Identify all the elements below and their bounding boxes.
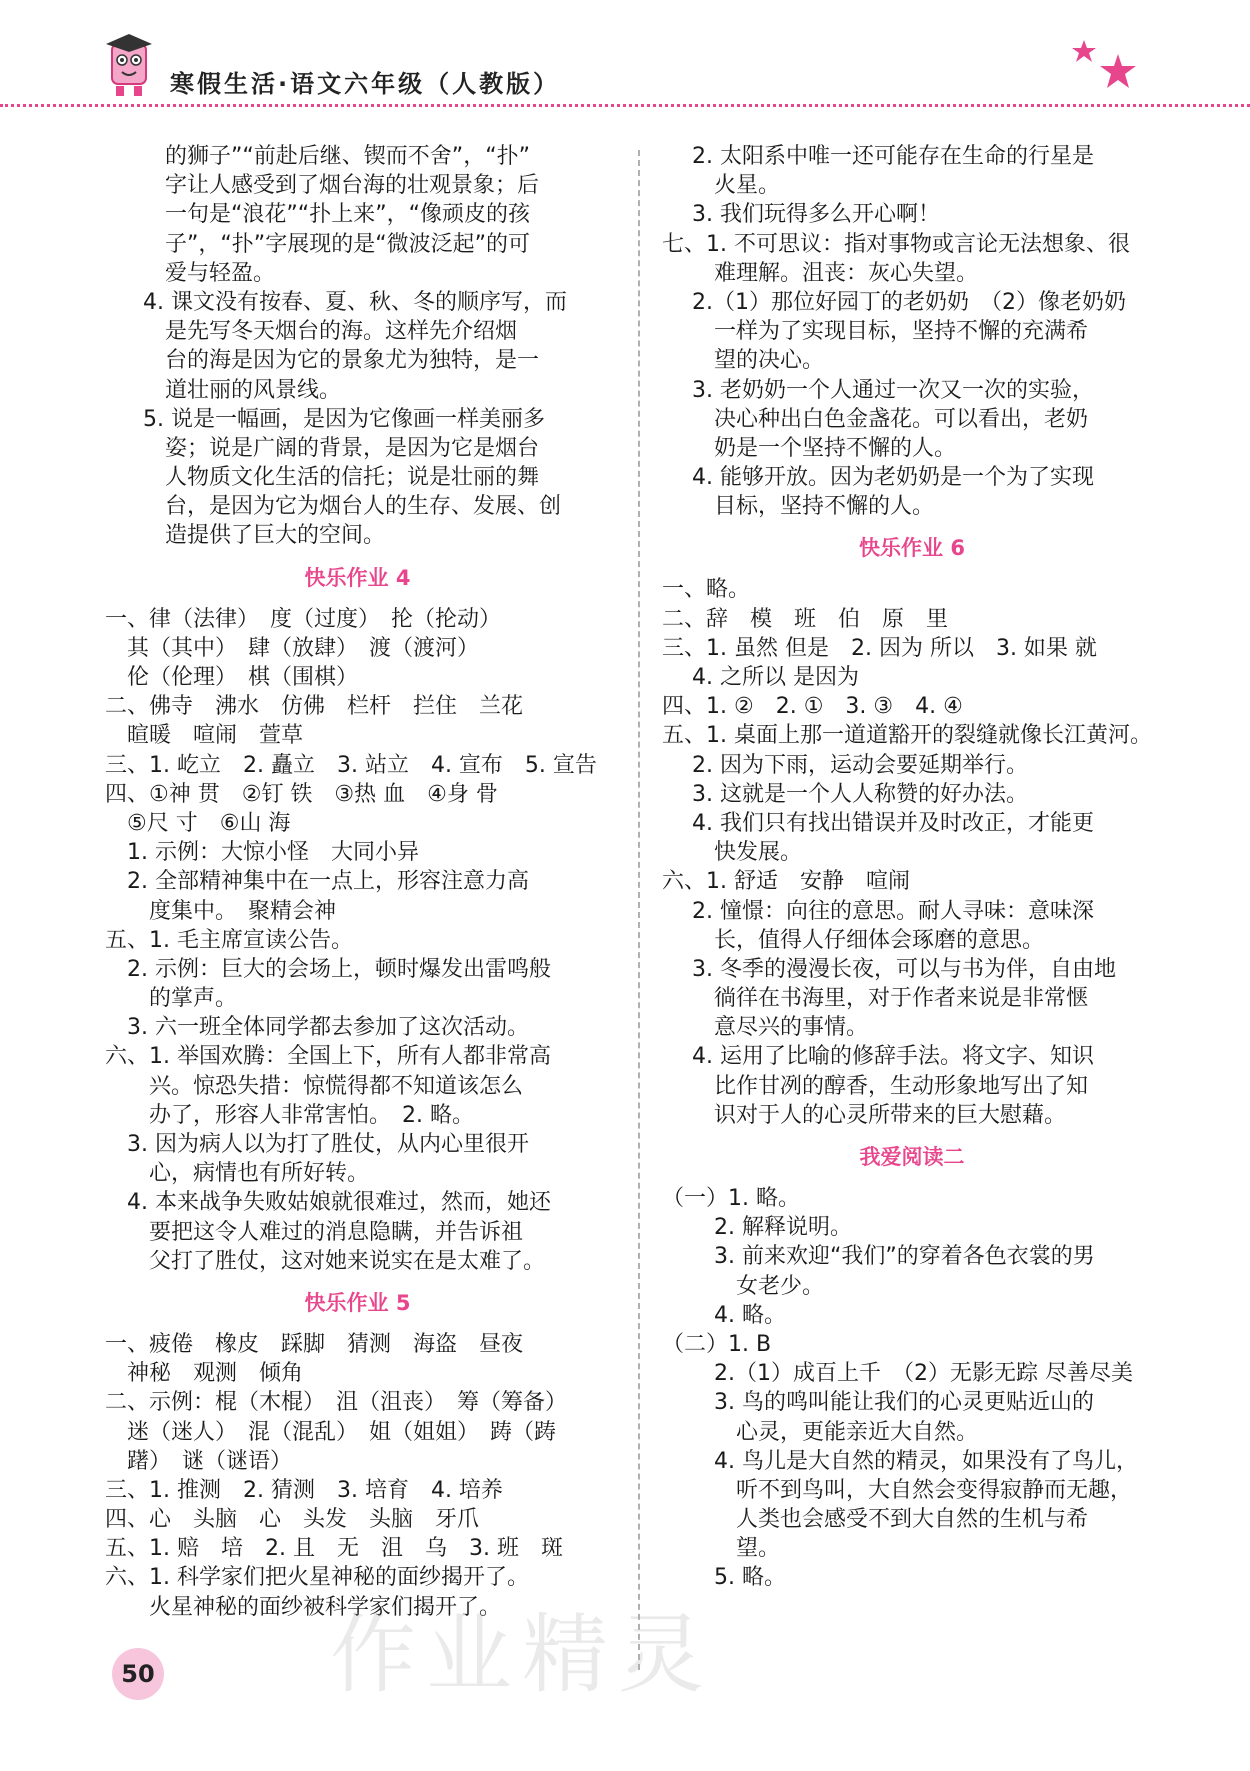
answer-line: 父打了胜仗，这对她来说实在是太难了。 bbox=[149, 1248, 546, 1274]
answer-line: 心，病情也有所好转。 bbox=[149, 1161, 370, 1187]
section-heading: 我爱阅读二 bbox=[859, 1145, 965, 1169]
answer-line: 意尽兴的事情。 bbox=[714, 1015, 869, 1041]
answer-line: 六、1. 科学家们把火星神秘的面纱揭开了。 bbox=[105, 1565, 529, 1591]
answer-line: 道壮丽的风景线。 bbox=[165, 377, 342, 403]
answer-line: 四、心 头脑 心 头发 头脑 牙爪 bbox=[105, 1507, 480, 1533]
answer-line: 5. 略。 bbox=[714, 1565, 786, 1591]
answer-line: 七、1. 不可思议：指对事物或言论无法想象、很 bbox=[662, 231, 1130, 257]
answer-line: 神秘 观测 倾角 bbox=[127, 1361, 304, 1387]
column-divider bbox=[638, 150, 640, 1670]
answer-line: （二）1. B bbox=[662, 1331, 772, 1357]
answer-line: 二、示例：棍（木棍） 沮（沮丧） 筹（筹备） bbox=[105, 1390, 568, 1416]
answer-line: 4. 之所以 是因为 bbox=[692, 665, 859, 690]
answer-line: 是先写冬天烟台的海。这样先介绍烟 bbox=[165, 319, 518, 345]
answer-line: 4. 运用了比喻的修辞手法。将文字、知识 bbox=[692, 1044, 1094, 1070]
answer-line: 2. 全部精神集中在一点上，形容注意力高 bbox=[127, 869, 529, 895]
answer-line: 字让人感受到了烟台海的壮观景象；后 bbox=[165, 173, 540, 199]
answer-line: 4. 本来战争失败姑娘就很难过，然而，她还 bbox=[127, 1190, 551, 1216]
answer-line: 一句是“浪花”“扑上来”，“像顽皮的孩 bbox=[165, 202, 530, 228]
answer-line: 六、1. 举国欢腾：全国上下，所有人都非常高 bbox=[105, 1044, 551, 1070]
answer-line: 要把这令人难过的消息隐瞒，并告诉祖 bbox=[149, 1219, 524, 1245]
answer-line: 2. 太阳系中唯一还可能存在生命的行星是 bbox=[692, 144, 1094, 169]
answer-line: 5. 说是一幅画，是因为它像画一样美丽多 bbox=[143, 406, 545, 432]
answer-line: 火星。 bbox=[714, 173, 781, 199]
answer-line: 3. 老奶奶一个人通过一次又一次的实验， bbox=[692, 377, 1094, 403]
answer-line: 四、①神 贯 ②钉 铁 ③热 血 ④身 骨 bbox=[105, 781, 498, 807]
answer-line: ⑤尺 寸 ⑥山 海 bbox=[127, 810, 291, 836]
answer-line: 3. 前来欢迎“我们”的穿着各色衣裳的男 bbox=[714, 1244, 1095, 1270]
answer-line: 一样为了实现目标，坚持不懈的充满希 bbox=[714, 319, 1089, 345]
answer-line: 3. 我们玩得多么开心啊！ bbox=[692, 202, 940, 228]
header-title: 寒假生活·语文六年级（人教版） bbox=[170, 70, 561, 98]
answer-line: 2. 因为下雨，运动会要延期举行。 bbox=[692, 752, 1028, 778]
answer-line: 3. 这就是一个人人称赞的好办法。 bbox=[692, 781, 1028, 807]
answer-line: 子”，“扑”字展现的是“微波泛起”的可 bbox=[165, 231, 530, 257]
section-heading: 快乐作业 4 bbox=[304, 565, 411, 590]
answer-line: 暄暖 喧闹 萱草 bbox=[127, 723, 304, 749]
answer-line: 徜徉在书海里，对于作者来说是非常惬 bbox=[714, 986, 1089, 1012]
answer-line: 爱与轻盈。 bbox=[165, 260, 276, 286]
answer-line: 四、1. ② 2. ① 3. ③ 4. ④ bbox=[662, 694, 963, 720]
answer-line: 3. 六一班全体同学都去参加了这次活动。 bbox=[127, 1015, 529, 1041]
answer-line: 听不到鸟叫，大自然会变得寂静而无趣， bbox=[736, 1477, 1133, 1503]
answer-line: 3. 因为病人以为打了胜仗，从内心里很开 bbox=[127, 1132, 529, 1157]
answer-line: 六、1. 舒适 安静 喧闹 bbox=[662, 869, 910, 895]
answer-line: 心灵，更能亲近大自然。 bbox=[736, 1419, 979, 1445]
page-header bbox=[0, 0, 1250, 110]
answer-line: 五、1. 赔 培 2. 且 无 沮 乌 3. 班 斑 bbox=[105, 1536, 563, 1562]
answer-line: 2.（1）成百上千 （2）无影无踪 尽善尽美 bbox=[714, 1361, 1133, 1387]
answer-line: 2.（1）那位好园丁的老奶奶 （2）像老奶奶 bbox=[692, 289, 1126, 315]
answer-line: 4. 能够开放。因为老奶奶是一个为了实现 bbox=[692, 465, 1094, 491]
answer-line: 人物质文化生活的信托；说是壮丽的舞 bbox=[165, 465, 540, 491]
answer-line: 一、疲倦 橡皮 踩脚 猜测 海盗 昼夜 bbox=[105, 1331, 524, 1357]
answer-line: 识对于人的心灵所带来的巨大慰藉。 bbox=[714, 1102, 1067, 1128]
answer-line: 女老少。 bbox=[736, 1273, 825, 1299]
answer-line: 度集中。 聚精会神 bbox=[149, 898, 337, 924]
answer-line: （一）1. 略。 bbox=[662, 1186, 800, 1211]
answer-line: 躇） 谜（谜语） bbox=[127, 1448, 293, 1474]
right-column bbox=[662, 142, 1162, 1593]
answer-line: 兴。惊恐失措：惊慌得都不知道该怎么 bbox=[149, 1073, 524, 1099]
answer-line: 2. 解释说明。 bbox=[714, 1215, 852, 1241]
answer-line: 决心种出白色金盏花。可以看出，老奶 bbox=[714, 406, 1089, 432]
answer-line: 一、略。 bbox=[662, 577, 751, 603]
answer-line: 一、律（法律） 度（过度） 抡（抡动） bbox=[105, 606, 502, 632]
answer-line: 台的海是因为它的景象尤为独特，是一 bbox=[165, 348, 540, 374]
answer-line: 其（其中） 肆（放肆） 渡（渡河） bbox=[127, 635, 480, 661]
header-dotted-rule bbox=[0, 104, 1250, 107]
left-column bbox=[105, 142, 610, 1622]
answer-line: 4. 课文没有按春、夏、秋、冬的顺序写，而 bbox=[143, 289, 567, 315]
answer-line: 望。 bbox=[736, 1536, 781, 1562]
answer-line: 五、1. 毛主席宣读公告。 bbox=[105, 927, 353, 953]
answer-line: 目标，坚持不懈的人。 bbox=[714, 494, 935, 520]
page-number: 50 bbox=[112, 1648, 164, 1700]
answer-line: 三、1. 屹立 2. 矗立 3. 站立 4. 宣布 5. 宣告 bbox=[105, 752, 597, 778]
answer-line: 迷（迷人） 混（混乱） 姐（姐姐） 踌（踌 bbox=[127, 1419, 557, 1445]
answer-line: 长，值得人仔细体会琢磨的意思。 bbox=[714, 927, 1045, 953]
answer-line: 二、辞 模 班 伯 原 里 bbox=[662, 606, 949, 632]
watermark-text: 作业精灵 bbox=[330, 1605, 714, 1705]
answer-line: 比作甘冽的醇香，生动形象地写出了知 bbox=[714, 1073, 1089, 1099]
answer-line: 伦（伦理） 棋（围棋） bbox=[127, 665, 359, 690]
answer-line: 五、1. 桌面上那一道道豁开的裂缝就像长江黄河。 bbox=[662, 723, 1152, 749]
answer-line: 二、佛寺 沸水 仿佛 栏杆 拦住 兰花 bbox=[105, 694, 524, 720]
stars-icon bbox=[1070, 36, 1140, 96]
section-heading: 快乐作业 5 bbox=[304, 1290, 411, 1315]
answer-line: 2. 示例：巨大的会场上，顿时爆发出雷鸣般 bbox=[127, 956, 551, 982]
answer-line: 人类也会感受不到大自然的生机与希 bbox=[736, 1507, 1089, 1533]
answer-line: 三、1. 推测 2. 猜测 3. 培育 4. 培养 bbox=[105, 1477, 503, 1503]
answer-line: 造提供了巨大的空间。 bbox=[165, 523, 386, 549]
answer-line: 4. 略。 bbox=[714, 1302, 786, 1328]
answer-line: 的狮子”“前赴后继、锲而不舍”，“扑” bbox=[165, 144, 530, 169]
answer-line: 2. 憧憬：向往的意思。耐人寻味：意味深 bbox=[692, 898, 1094, 924]
section-heading: 快乐作业 6 bbox=[859, 536, 965, 561]
answer-line: 1. 示例：大惊小怪 大同小异 bbox=[127, 840, 419, 866]
answer-line: 火星神秘的面纱被科学家们揭开了。 bbox=[149, 1594, 502, 1620]
answer-line: 3. 冬季的漫漫长夜，可以与书为伴，自由地 bbox=[692, 956, 1116, 982]
answer-line: 台，是因为它为烟台人的生存、发展、创 bbox=[165, 494, 562, 520]
mascot-icon bbox=[98, 30, 160, 100]
answer-line: 的掌声。 bbox=[149, 986, 238, 1012]
answer-line: 奶是一个坚持不懈的人。 bbox=[714, 435, 957, 461]
answer-line: 办了，形容人非常害怕。 2. 略。 bbox=[149, 1102, 474, 1128]
answer-line: 4. 鸟儿是大自然的精灵，如果没有了鸟儿， bbox=[714, 1448, 1138, 1474]
answer-line: 姿；说是广阔的背景，是因为它是烟台 bbox=[165, 435, 540, 461]
answer-line: 快发展。 bbox=[714, 840, 803, 866]
answer-line: 4. 我们只有找出错误并及时改正，才能更 bbox=[692, 810, 1094, 836]
answer-line: 望的决心。 bbox=[714, 348, 825, 374]
answer-line: 3. 鸟的鸣叫能让我们的心灵更贴近山的 bbox=[714, 1390, 1094, 1416]
answer-line: 三、1. 虽然 但是 2. 因为 所以 3. 如果 就 bbox=[662, 635, 1097, 661]
answer-line: 难理解。沮丧：灰心失望。 bbox=[714, 260, 979, 286]
